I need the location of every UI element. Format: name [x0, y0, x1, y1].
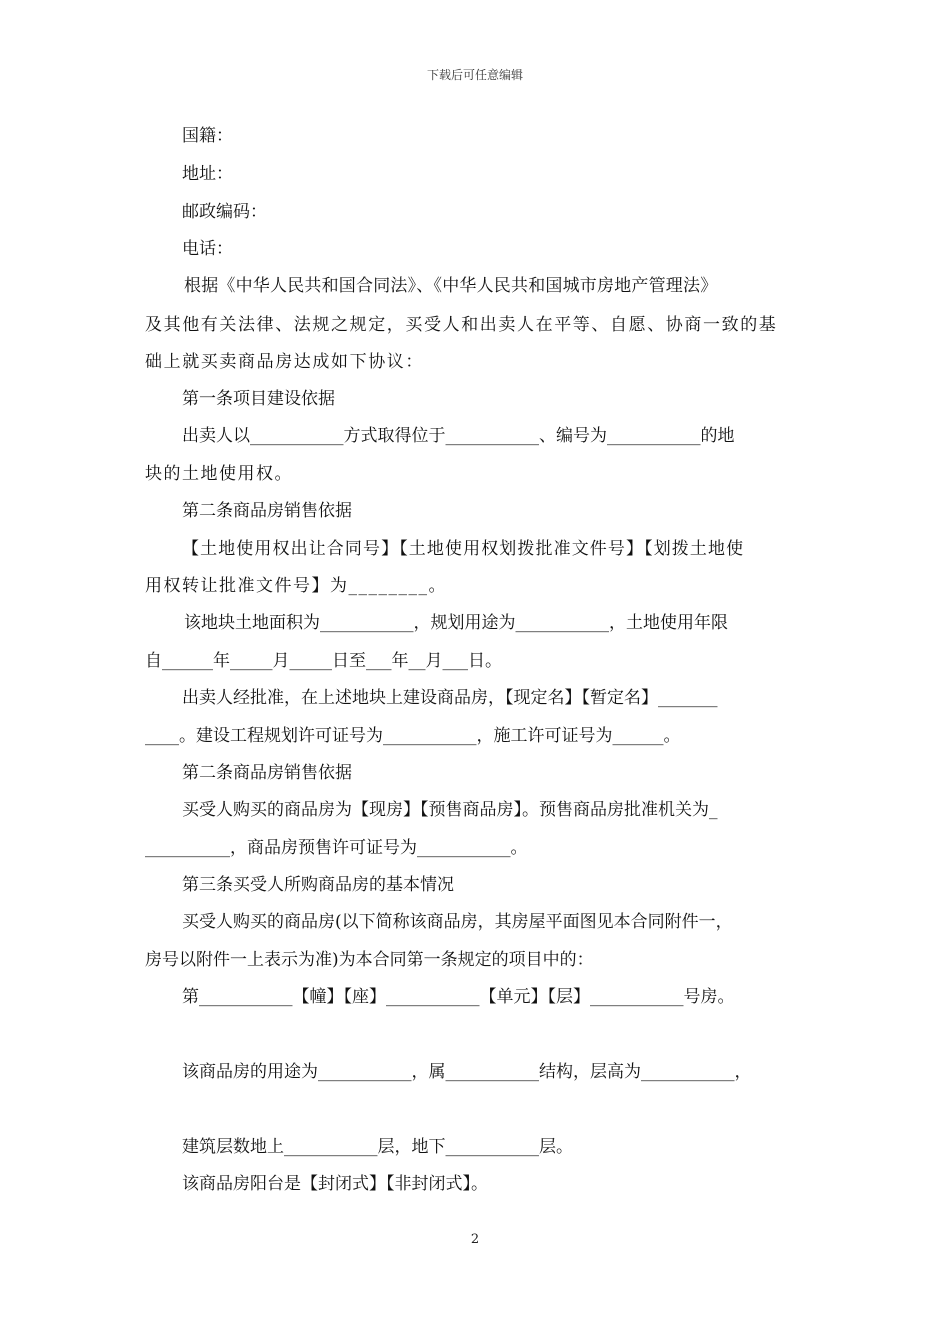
text-line: 建筑层数地上___________层，地下___________层。 [182, 1137, 573, 1157]
text-line: 第三条买受人所购商品房的基本情况 [182, 875, 454, 895]
text-line: 地址： [182, 164, 233, 184]
text-line: 第二条商品房销售依据 [182, 763, 352, 783]
text-line: 及其他有关法律、法规之规定，买受人和出卖人在平等、自愿、协商一致的基 [145, 315, 778, 335]
text-line: 础上就买卖商品房达成如下协议： [145, 352, 424, 372]
text-line: 买受人购买的商品房为【现房】【预售商品房】。预售商品房批准机关为_ [182, 800, 718, 820]
page-header: 下载后可任意编辑 [426, 68, 523, 82]
text-line: 第___________【幢】【座】___________【单元】【层】___________号房。 [182, 987, 735, 1007]
text-line: 第一条项目建设依据 [182, 389, 335, 409]
text-line: ____。建设工程规划许可证号为___________，施工许可证号为______。 [145, 726, 681, 746]
text-line: 用权转让批准文件号】为________。 [145, 576, 447, 596]
text-line: 电话： [182, 239, 233, 259]
text-line: 出卖人以___________方式取得位于___________、编号为___________的地 [182, 426, 735, 446]
text-line: __________，商品房预售许可证号为___________。 [145, 838, 528, 858]
text-line: 该商品房的用途为___________，属___________结构，层高为___________， [182, 1062, 752, 1082]
text-line: 第二条商品房销售依据 [182, 501, 352, 521]
text-line: 出卖人经批准，在上述地块上建设商品房，【现定名】【暂定名】_______ [182, 688, 718, 708]
text-line: 自______年_____月_____日至___年__月___日。 [145, 651, 502, 671]
text-line: 该商品房阳台是【封闭式】【非封闭式】。 [182, 1174, 488, 1194]
text-line: 根据《中华人民共和国合同法》、《中华人民共和国城市房地产管理法》 [184, 276, 718, 296]
text-line: 块的土地使用权。 [145, 464, 293, 484]
text-line: 【土地使用权出让合同号】【土地使用权划拨批准文件号】【划拨土地使 [182, 539, 745, 559]
text-line: 该地块土地面积为___________，规划用途为___________，土地使用年限 [184, 613, 728, 633]
text-line: 房号以附件一上表示为准)为本合同第一条规定的项目中的： [145, 950, 594, 970]
page-number: 2 [470, 1232, 480, 1247]
text-line: 邮政编码： [182, 202, 267, 222]
text-line: 国籍： [182, 126, 233, 146]
text-line: 买受人购买的商品房(以下简称该商品房，其房屋平面图见本合同附件一， [182, 912, 733, 932]
